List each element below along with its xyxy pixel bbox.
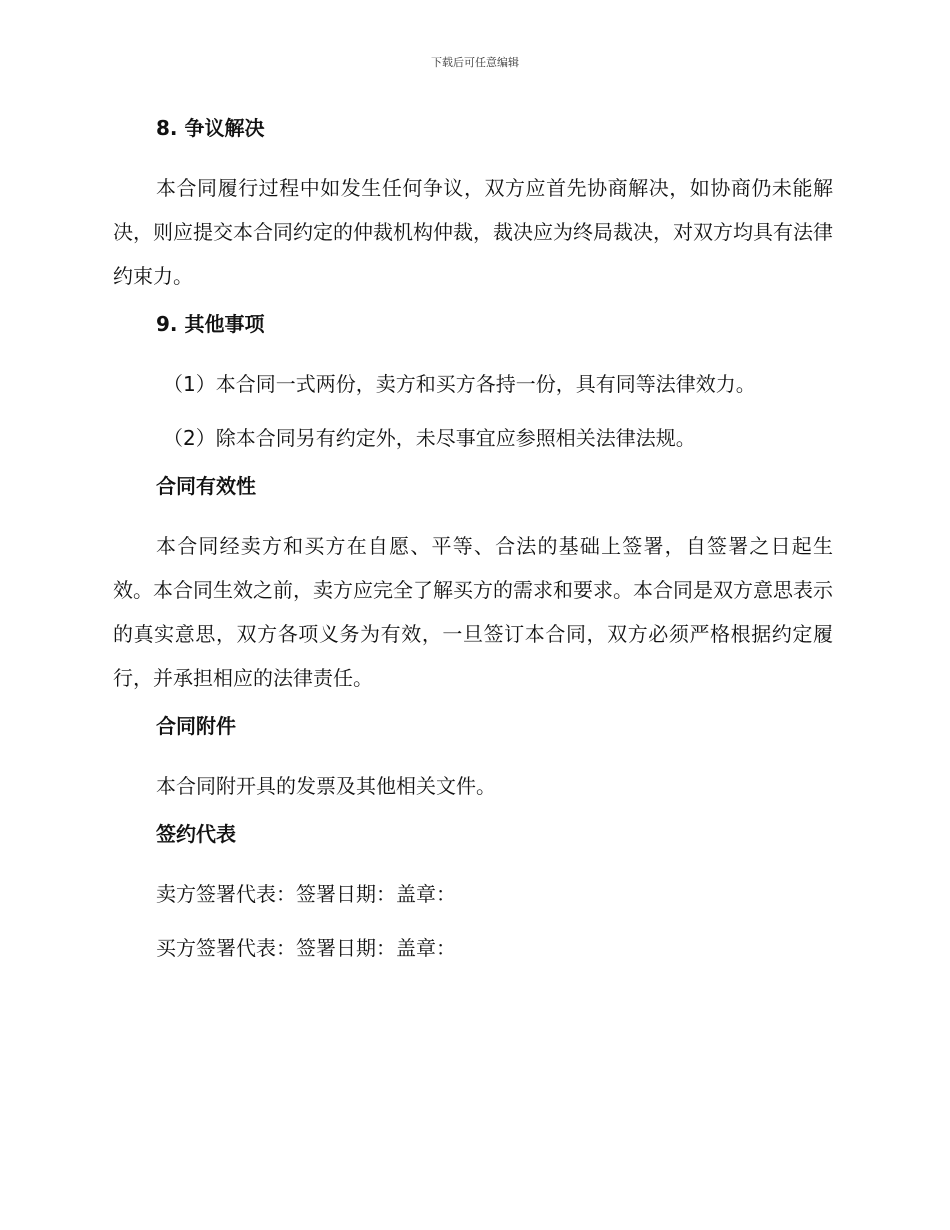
section-title-attachment: 合同附件 bbox=[156, 714, 236, 738]
section-body-dispute: 本合同履行过程中如发生任何争议，双方应首先协商解决，如协商仍未能解决，则应提交本合同约定的仲裁机构仲裁，裁决应为终局裁决，对双方均具有法律约束力。 bbox=[113, 176, 833, 288]
header-note: 下载后可任意编辑 bbox=[431, 56, 519, 69]
list-item: （2）除本合同另有约定外，未尽事宜应参照相关法律法规。 bbox=[163, 426, 696, 450]
buyer-seal-label: 盖章： bbox=[396, 936, 456, 960]
section-body-attachment: 本合同附开具的发票及其他相关文件。 bbox=[156, 774, 496, 798]
seller-rep-label: 卖方签署代表： bbox=[156, 882, 296, 906]
list-item: （1）本合同一式两份，卖方和买方各持一份，具有同等法律效力。 bbox=[163, 372, 756, 396]
section-title-signing: 签约代表 bbox=[156, 822, 236, 846]
section-title-validity: 合同有效性 bbox=[156, 474, 256, 498]
section-title-dispute: 8. 争议解决 bbox=[156, 116, 265, 140]
buyer-signature-row bbox=[113, 926, 833, 970]
buyer-date-label: 签署日期： bbox=[296, 936, 396, 960]
seller-date-label: 签署日期： bbox=[296, 882, 396, 906]
document-content bbox=[113, 112, 833, 980]
seller-seal-label: 盖章： bbox=[396, 882, 456, 906]
buyer-rep-label: 买方签署代表： bbox=[156, 936, 296, 960]
section-title-other: 9. 其他事项 bbox=[156, 312, 265, 336]
seller-signature-row bbox=[113, 872, 833, 916]
section-body-validity: 本合同经卖方和买方在自愿、平等、合法的基础上签署，自签署之日起生效。本合同生效之前，卖方应完全了解买方的需求和要求。本合同是双方意思表示的真实意思，双方各项义务为有效，一旦签订本合同，双方必须严格根据约定履行，并承担相应的法律责任。 bbox=[113, 534, 833, 690]
